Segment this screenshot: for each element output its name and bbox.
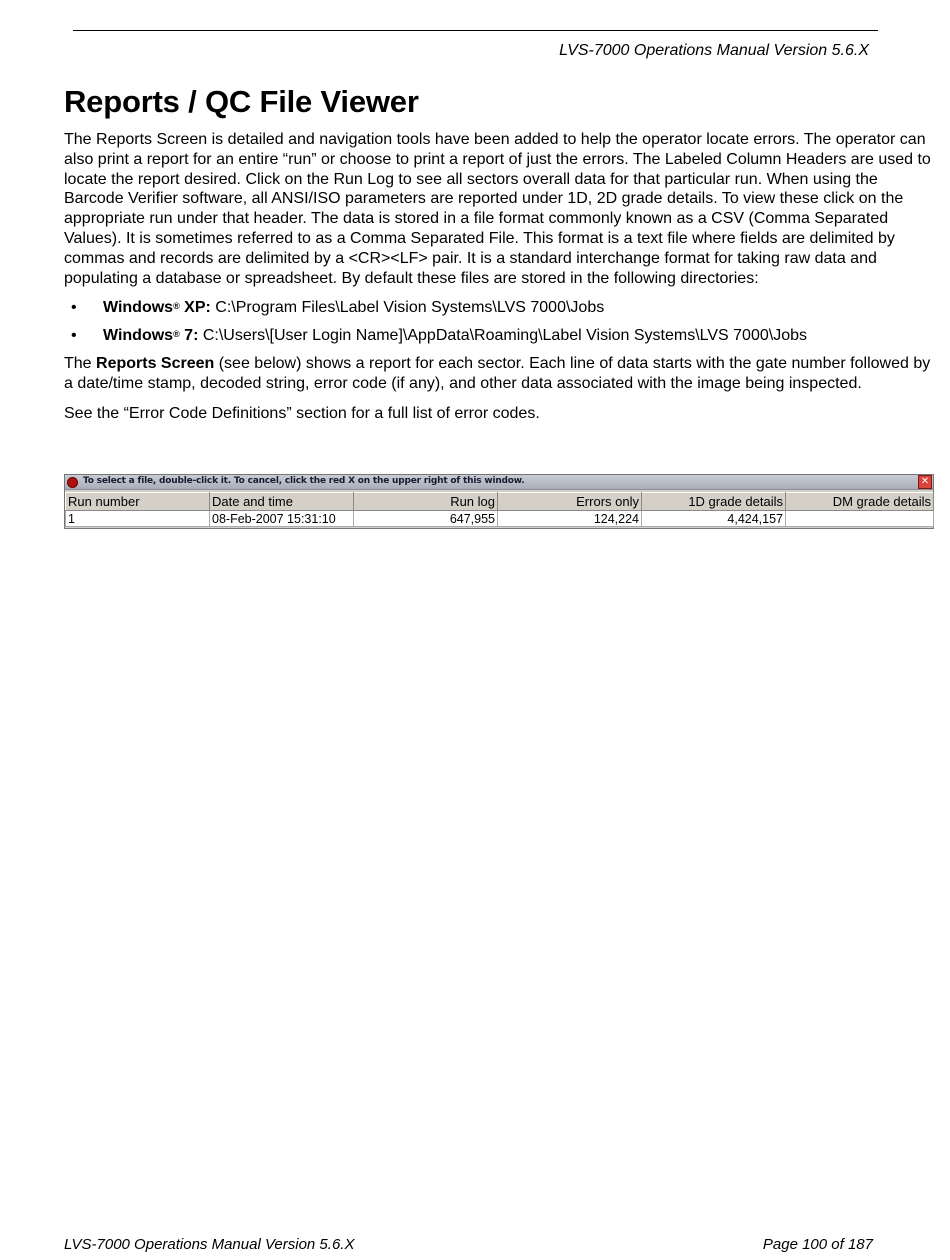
table-header-row [66, 493, 934, 511]
page-title: Reports / QC File Viewer [64, 84, 419, 119]
column-header-run-number[interactable]: Run number [66, 493, 210, 511]
cell-dm-grade[interactable] [786, 511, 934, 527]
intro-paragraph: The Reports Screen is detailed and navigation tools have been added to help the operator locate errors. The operator can also print a report for an entire “run” or choose to print a report of just the errors. The Labeled Column Headers are used to locate the report desired. Click on the Run Log to see all sectors overall data for that particular run. When using the Barcode Verifier software, all ANSI/ISO parameters are reported under 1D, 2D grade details. To view these click on the appropriate run under that header. The data is stored in a file format commonly known as a CSV (Comma Separated Values). It is sometimes referred to as a Comma Separated File. This format is a text file where fields are delimited by commas and records are delimited by a <CR><LF> pair. It is a standard interchange format for taking raw data and populating a database or spreadsheet. By default these files are stored in the following directories: [64, 131, 931, 287]
column-header-1d-grade[interactable]: 1D grade details [642, 493, 786, 511]
close-icon[interactable]: ✕ [918, 475, 932, 489]
header-rule [73, 30, 878, 31]
cell-run-number[interactable]: 1 [66, 511, 210, 527]
list-item [64, 298, 936, 318]
directory-path: C:\Users\[User Login Name]\AppData\Roaming\Label Vision Systems\LVS 7000\Jobs [198, 327, 807, 345]
os-label: Windows® XP: [103, 299, 211, 317]
error-code-paragraph: See the “Error Code Definitions” section for a full list of error codes. [64, 404, 540, 422]
column-header-dm-grade[interactable]: DM grade details [786, 493, 934, 511]
window-instructions: To select a file, double-click it. To cancel, click the red X on the upper right of this window. [83, 476, 525, 486]
cell-run-log[interactable]: 647,955 [354, 511, 498, 527]
table-row[interactable] [66, 511, 934, 527]
running-header: LVS-7000 Operations Manual Version 5.6.X [559, 42, 869, 59]
footer-manual-title: LVS-7000 Operations Manual Version 5.6.X [64, 1236, 355, 1253]
os-label: Windows® 7: [103, 327, 199, 345]
app-icon [67, 477, 78, 488]
list-item [64, 326, 936, 346]
column-header-date-time[interactable]: Date and time [210, 493, 354, 511]
reports-screen-paragraph: The Reports Screen (see below) shows a report for each sector. Each line of data starts with the gate number followed by a date/time stamp, decoded string, error code (if any), and other data associated with the image being inspected. [64, 354, 931, 392]
reports-table [65, 492, 934, 527]
directory-list [64, 298, 936, 346]
cell-1d-grade[interactable]: 4,424,157 [642, 511, 786, 527]
cell-errors-only[interactable]: 124,224 [498, 511, 642, 527]
directory-path: C:\Program Files\Label Vision Systems\LVS 7000\Jobs [210, 299, 605, 317]
column-header-errors-only[interactable]: Errors only [498, 493, 642, 511]
body-content [64, 130, 936, 433]
reports-screen-window [64, 474, 934, 529]
cell-date-time[interactable]: 08-Feb-2007 15:31:10 [210, 511, 354, 527]
footer-page-number: Page 100 of 187 [762, 1236, 873, 1253]
window-title-bar [65, 475, 933, 490]
column-header-run-log[interactable]: Run log [354, 493, 498, 511]
